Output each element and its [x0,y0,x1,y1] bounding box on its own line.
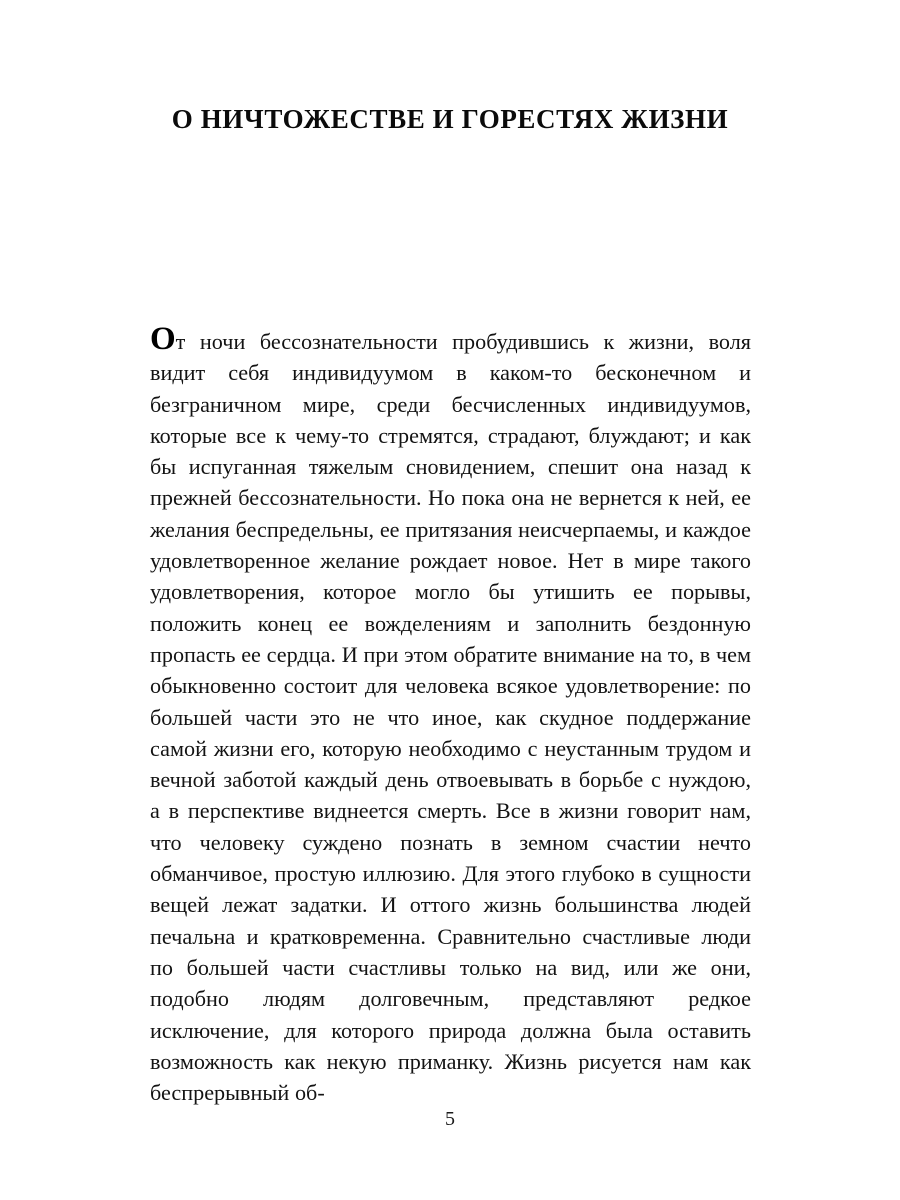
body-text-block [150,321,751,1108]
paragraph-body-text: т ночи бессознательности пробудившись к жизни, воля видит себя индивидуумом в каком-то бесконечном и безграничном мире, среди бесчисленных индивидуумов, которые все к чему-то стремятся, страдают, блуждают; и как бы испуганная тяжелым сновидением, спешит она назад к прежней бессознательности. Но пока она не вернется к ней, ее желания беспредельны, ее притязания неисчерпаемы, и каждое удовлетворенное желание рождает новое. Нет в мире такого удовлетворения, которое могло бы утишить ее порывы, положить конец ее вожделениям и заполнить бездонную пропасть ее сердца. И при этом обратите внимание на то, в чем обыкновенно состоит для человека всякое удовлетворение: по большей части это не что иное, как скудное поддержание самой жизни его, которую необходимо с неустанным трудом и вечной заботой каждый день отвоевывать в борьбе с нуждою, а в перспективе виднеется смерть. Все в жизни говорит нам, что человеку суждено познать в земном счастии нечто обманчивое, простую иллюзию. Для этого глубоко в сущности вещей лежат задатки. И оттого жизнь большинства людей печальна и кратковременна. Сравнительно счастливые люди по большей части счастливы только на вид, или же они, подобно людям долговечным, представляют редкое исключение, для которого природа должна была оставить возможность как некую приманку. Жизнь рисуется нам как беспрерывный об- [150,329,751,1106]
page-number: 5 [445,1108,455,1130]
paragraph-opening [150,321,751,1108]
drop-cap-initial: О [150,321,176,357]
chapter-title: О НИЧТОЖЕСТВЕ И ГОРЕСТЯХ ЖИЗНИ [171,104,729,135]
